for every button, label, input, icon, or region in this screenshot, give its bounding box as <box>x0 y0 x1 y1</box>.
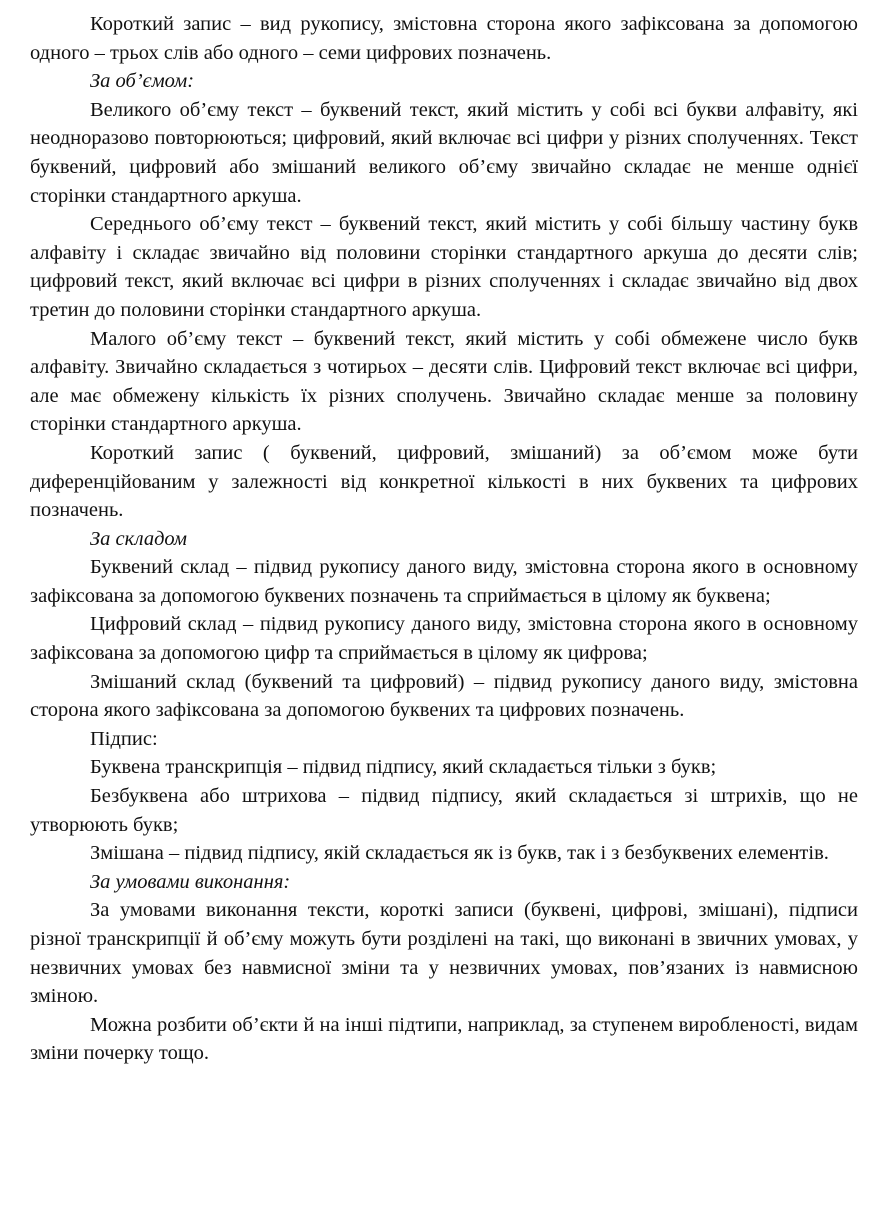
heading-by-conditions: За умовами виконання: <box>90 870 291 893</box>
paragraph-large-volume: Великого об’єму текст – буквений текст, який містить у собі всі букви алфавіту, які неодноразово повторюються; цифровий, який включає всі цифри у різних сполученнях. Текст буквений, цифровий або змішаний великого об’єму звичайно складає не менше однієї сторінки стандартного аркуша. <box>30 98 858 207</box>
document-page <box>30 10 858 1068</box>
paragraph-other-subtypes: Можна розбити об’єкти й на інші підтипи, наприклад, за ступенем виробленості, видам зміни почерку тощо. <box>30 1013 858 1065</box>
paragraph-signature-label: Підпис: <box>90 727 158 750</box>
heading-by-volume: За об’ємом: <box>90 70 195 93</box>
paragraph-short-note-definition: Короткий запис – вид рукопису, змістовна сторона якого зафіксована за допомогою одного – трьох слів або одного – семи цифрових позначень. <box>30 13 858 64</box>
paragraph-mixed-signature: Змішана – підвид підпису, якій складається як із букв, так і з безбуквених елементів. <box>90 842 829 865</box>
paragraph-digit-composition: Цифровий склад – підвид рукопису даного виду, змістовна сторона якого в основному зафіксована за допомогою цифр та сприймається в цілому як цифрова; <box>30 613 858 665</box>
heading-by-composition: За складом <box>90 527 187 550</box>
paragraph-mixed-composition: Змішаний склад (буквений та цифровий) – підвид рукопису даного виду, змістовна сторона якого зафіксована за допомогою буквених та цифрових позначень. <box>30 670 858 722</box>
paragraph-stroke-signature: Безбуквена або штрихова – підвид підпису, який складається зі штрихів, що не утворюють букв; <box>30 785 858 836</box>
paragraph-letter-transcription: Буквена транскрипція – підвид підпису, який складається тільки з букв; <box>90 756 717 779</box>
paragraph-medium-volume: Середнього об’єму текст – буквений текст, який містить у собі більшу частину букв алфавіту і складає звичайно від половини сторінки стандартного аркуша до десяти слів; цифровий текст, який включає всі цифри в різних сполученнях і складає звичайно від двох третин до половини сторінки стандартного аркуша. <box>30 213 858 321</box>
paragraph-conditions: За умовами виконання тексти, короткі записи (буквені, цифрові, змішані), підписи різної транскрипції й об’єму можуть бути розділені на такі, що виконані в звичних умовах, у незвичних умовах без навмисної зміни та у незвичних умовах, пов’язаних із навмисною зміною. <box>30 899 858 1008</box>
paragraph-letter-composition: Буквений склад – підвид рукопису даного виду, змістовна сторона якого в основному зафіксована за допомогою буквених позначень та сприймається в цілому як буквена; <box>30 556 858 607</box>
paragraph-short-note-volume: Короткий запис ( буквений, цифровий, змішаний) за об’ємом може бути диференційованим у залежності від конкретної кількості в них буквених та цифрових позначень. <box>30 441 858 522</box>
paragraph-small-volume: Малого об’єму текст – буквений текст, який містить у собі обмежене число букв алфавіту. Звичайно складається з чотирьох – десяти слів. Цифровий текст включає всі цифри, але має обмежену кількість їх різних сполучень. Звичайно складає менше за половину сторінки стандартного аркуша. <box>30 327 858 436</box>
